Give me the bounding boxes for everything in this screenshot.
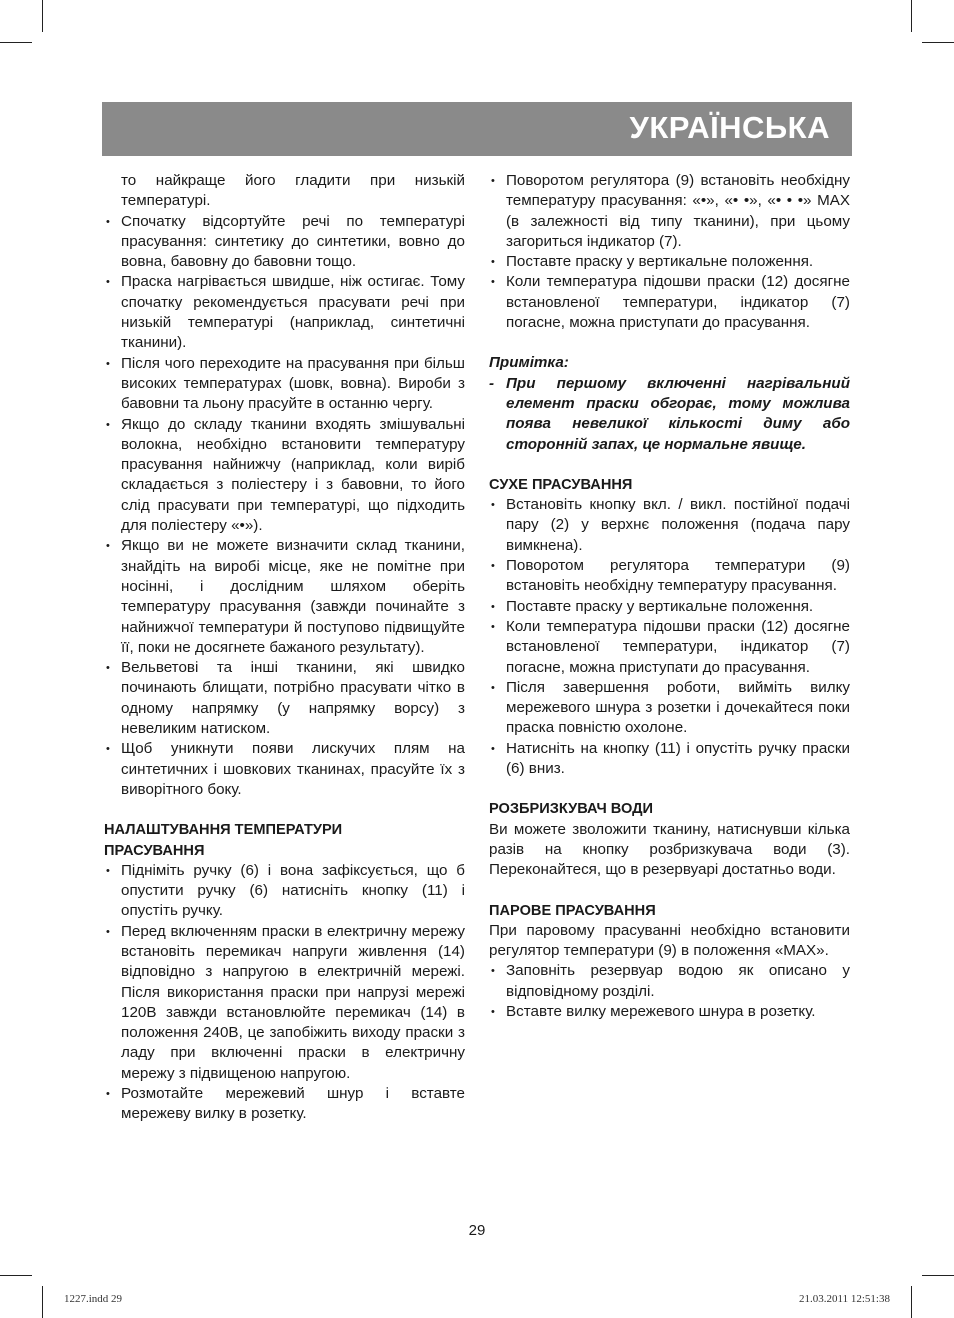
right-column: [489, 171, 850, 1022]
section-heading-spray: РОЗБРИЗКУВАЧ ВОДИ: [489, 801, 654, 818]
list-item: • Поворотом регулятора температури (9) встановіть необхідну температуру прасування.: [489, 556, 850, 597]
temperature-steps-list: [489, 171, 850, 333]
spray-text: Ви можете зволожити тканину, натиснувши кілька разів на кнопку розбризкувача води (3). Переконайтеся, що в резервуарі достатньо води.: [489, 820, 850, 879]
list-item: • Коли температура підошви праски (12) досягне встановленої температури, індикатор (7) погасне, можна приступати до прасування.: [489, 617, 850, 678]
list-item: • Після чого переходите на прасування при більш високих температурах (шовк, вовна). Вироби з бавовни та льону прасуйте в останню чергу.: [104, 354, 465, 415]
note-heading: Примітка:: [489, 354, 569, 372]
list-item: • Праска нагрівається швидше, ніж остигає. Тому спочатку рекомендується прасувати речі при низькій температурі (наприклад, синтетичні тканини).: [104, 272, 465, 353]
list-item: • Поставте праску у вертикальне положення.: [489, 252, 850, 272]
list-item: • Підніміть ручку (6) і вона зафіксується, що б опустити ручку (6) натисніть кнопку (11) і опустіть ручку.: [104, 861, 465, 922]
sorting-tips-list: [104, 212, 465, 801]
dry-ironing-list: [489, 495, 850, 779]
list-item: • Встановіть кнопку вкл. / викл. постійної подачі пару (2) у верхнє положення (подача пару вимкнена).: [489, 495, 850, 556]
page-title: УКРАЇНСЬКА: [629, 110, 830, 145]
heading-line: ПРАСУВАННЯ: [104, 842, 205, 859]
crop-mark: [42, 0, 43, 32]
crop-mark: [922, 1275, 954, 1276]
list-item: • Розмотайте мережевий шнур і вставте мережеву вилку в розетку.: [104, 1084, 465, 1125]
steam-text: При паровому прасуванні необхідно встановити регулятор температури (9) в положення «MAX».: [489, 921, 850, 960]
note-text-block: [489, 374, 850, 455]
section-heading-steam: ПАРОВЕ ПРАСУВАННЯ: [489, 902, 656, 919]
list-item: • Поворотом регулятора (9) встановіть необхідну температуру прасування: «•», «• •», «• • •» MAX (в залежності від типу тканини), при цьому загориться індикатор (7).: [489, 171, 850, 252]
list-item: • Поставте праску у вертикальне положення.: [489, 597, 850, 617]
section-heading-dry: СУХЕ ПРАСУВАННЯ: [489, 476, 633, 493]
list-item: • Коли температура підошви праски (12) досягне встановленої температури, індикатор (7) погасне, можна приступати до прасування.: [489, 272, 850, 333]
temperature-setup-list: [104, 861, 465, 1125]
list-item: • Після завершення роботи, вийміть вилку мережевого шнура з розетки і дочекайтеся поки праска повністю охолоне.: [489, 678, 850, 739]
steam-ironing-list: [489, 961, 850, 1022]
crop-mark: [911, 0, 912, 32]
crop-mark: [922, 42, 954, 43]
crop-mark: [42, 1286, 43, 1318]
heading-line: НАЛАШТУВАННЯ ТЕМПЕРАТУРИ: [104, 822, 343, 839]
note-text: При першому включенні нагрівальний елемент праски обгорає, тому можлива поява невеликої кількості диму або сторонній запах, це нормальне явище.: [506, 374, 850, 453]
footer-datetime: 21.03.2011 12:51:38: [799, 1293, 890, 1305]
list-item: • Вельветові та інші тканини, які швидко починають блищати, потрібно прасувати чітко в одному напрямку (у напрямку ворсу) з невеликим натиском.: [104, 658, 465, 739]
list-item: • Перед включенням праски в електричну мережу встановіть перемикач напруги живлення (14) відповідно з напругою в електричній мережі. Після використання праски при напрузі мережі 120В завжди встановлюйте перемикач (14) в положення 240В, це запобіжить виходу праски з ладу при включенні праски в електричну мережу з підвищеною напругою.: [104, 922, 465, 1084]
list-item: • Щоб уникнути появи лискучих плям на синтетичних і шовкових тканинах, прасуйте їх з виворітного боку.: [104, 739, 465, 800]
crop-mark: [0, 42, 32, 43]
list-item: • Якщо ви не можете визначити склад тканини, знайдіть на виробі місце, яке не помітне при носінні, і дослідним шляхом оберіть температуру прасування (завжди починайте з найнижчої температури й поступово підвищуйте її, поки не досягнете бажаного результату).: [104, 536, 465, 658]
crop-mark: [911, 1286, 912, 1318]
language-banner: [102, 102, 852, 156]
note-dash: -: [489, 374, 495, 392]
list-item: • Спочатку відсортуйте речі по температурі прасування: синтетику до синтетики, вовно до вовна, бавовну до бавовни тощо.: [104, 212, 465, 273]
left-column: [104, 171, 465, 1125]
list-item: • Вставте вилку мережевого шнура в розетку.: [489, 1002, 850, 1022]
footer-file-info: 1227.indd 29: [64, 1293, 123, 1305]
page-number: 29: [468, 1222, 486, 1239]
list-item: • Заповніть резервуар водою як описано у відповідному розділі.: [489, 961, 850, 1002]
list-item: • Якщо до складу тканини входять змішувальні волокна, необхідно встановити температуру прасування найнижчу (наприклад, коли виріб складається з поліестеру і з бавовни, то його слід прасувати при температурі, що підходить для поліестеру «•»).: [104, 415, 465, 537]
intro-text: то найкраще його гладити при низькій температурі.: [121, 172, 465, 210]
crop-mark: [0, 1275, 32, 1276]
list-item: • Натисніть на кнопку (11) і опустіть ручку праски (6) вниз.: [489, 739, 850, 780]
section-heading-temperature: [104, 820, 465, 861]
